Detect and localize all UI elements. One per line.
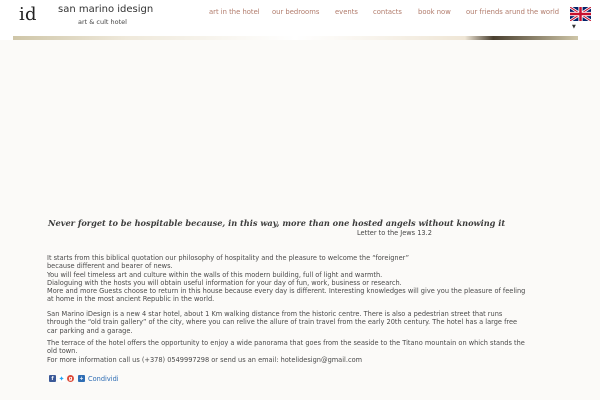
svg-text:d: d xyxy=(25,4,37,25)
twitter-icon[interactable]: ✦ xyxy=(58,374,65,383)
text-line: old town. xyxy=(47,347,78,356)
nav-item-contacts[interactable]: contacts xyxy=(373,8,402,16)
brand-tagline: art & cult hotel xyxy=(78,18,127,26)
nav-item-art-in-the-hotel[interactable]: art in the hotel xyxy=(209,8,260,16)
svg-text:i: i xyxy=(19,4,25,25)
google-plus-icon[interactable]: g xyxy=(68,375,73,382)
share-button[interactable]: Condividi xyxy=(88,374,119,383)
chevron-down-icon[interactable]: ▼ xyxy=(572,24,576,30)
uk-flag-icon[interactable] xyxy=(570,7,591,21)
text-line: It starts from this biblical quotation our philosophy of hospitality and the pleasure to welcome the “foreigner” xyxy=(47,254,410,262)
nav-item-our-bedrooms[interactable]: our bedrooms xyxy=(272,8,320,16)
brand-name[interactable]: san marino idesign xyxy=(58,4,154,15)
facebook-icon[interactable]: f xyxy=(49,375,56,382)
nav-item-our-friends[interactable]: our friends arund the world xyxy=(466,8,560,16)
text-line: because different and bearer of news. xyxy=(47,262,173,271)
nav-item-events[interactable]: events xyxy=(335,8,358,16)
text-line: More and more Guests choose to return in this house because every day is different. Interesting knowledges will give you the pleasure of feeling xyxy=(47,287,526,296)
location-paragraph xyxy=(47,310,582,335)
text-line: You will feel timeless art and culture within the walls of this modern building, full of light and warmth. xyxy=(47,270,383,279)
share-bar xyxy=(49,374,119,383)
text-line: car parking and a garage. xyxy=(47,326,133,335)
hero-image-area xyxy=(0,40,600,215)
intro-paragraph xyxy=(47,254,582,304)
text-line: Dialoguing with the hosts you will obtain useful information for your day of fun, work, business or research. xyxy=(47,278,402,287)
header xyxy=(0,0,600,40)
quote-source: Letter to the Jews 13.2 xyxy=(357,229,432,237)
nav-item-book-now[interactable]: book now xyxy=(418,8,451,16)
main-nav xyxy=(0,8,600,20)
contact-line[interactable]: For more information call us (+378) 0549997298 or send us an email: hotelidesign@gmail.com xyxy=(47,355,363,364)
terrace-paragraph xyxy=(47,339,582,364)
biblical-quote: Never forget to be hospitable because, in this way, more than one hosted angels without knowing it xyxy=(48,218,506,228)
text-line: San Marino iDesign is a new 4 star hotel, about 1 Km walking distance from the historic centre. There is also a pedestrian street that runs xyxy=(47,310,503,318)
share-plus-icon[interactable]: + xyxy=(79,375,84,382)
text-line: through the “old train gallery” of the city, where you can relive the allure of train travel from the early 20th century. The hotel has a large free xyxy=(47,318,518,327)
text-line: The terrace of the hotel offers the opportunity to enjoy a wide panorama that goes from the seaside to the Titano mountain on which stands the xyxy=(47,339,525,347)
text-line: at home in the most ancient Republic in the world. xyxy=(47,295,215,304)
